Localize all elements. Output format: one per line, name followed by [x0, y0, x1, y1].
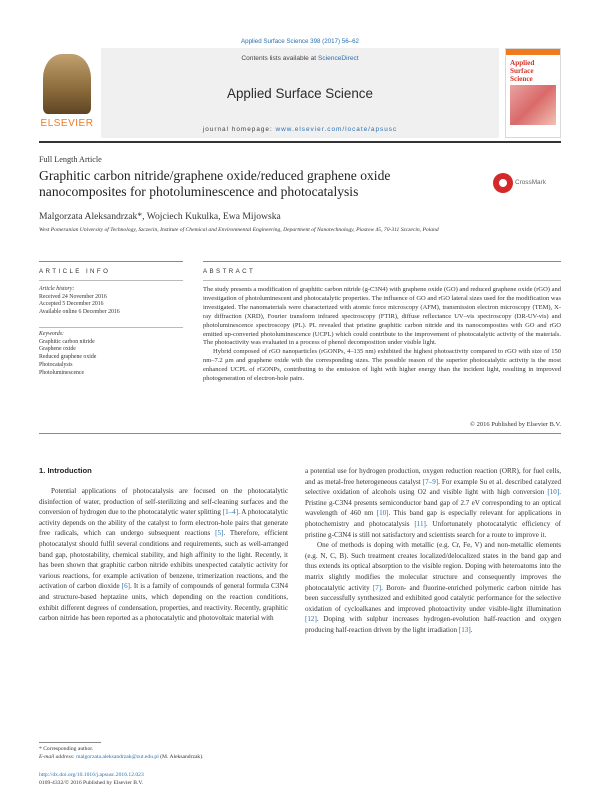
text-run: . For example Su et al. described catalyzed selective oxidation of alcohols using O2 and visible light with high conversion	[305, 477, 561, 497]
text-run: . Pristine g-C3N4 presents semiconductor band gap of 2.7 eV corresponding to an optical wavelength of 460 nm	[305, 488, 561, 518]
journal-header	[39, 48, 561, 139]
body-column-right	[305, 466, 561, 636]
text-run: .	[470, 625, 473, 634]
received-date: Received 24 November 2016	[39, 293, 107, 300]
section-heading-introduction: 1. Introduction	[39, 466, 92, 475]
citation-link[interactable]: [12]	[305, 615, 317, 624]
history-label: Article history:	[39, 286, 75, 292]
crossmark-button[interactable]	[493, 172, 561, 194]
citation-link[interactable]: [7–9]	[422, 477, 439, 486]
cover-artwork	[510, 85, 556, 125]
header-rule	[39, 141, 561, 143]
intro-paragraph-continued	[305, 466, 561, 540]
abstract-end-rule	[39, 433, 561, 434]
sciencedirect-link[interactable]: ScienceDirect	[317, 55, 359, 62]
citation-link[interactable]: [13]	[458, 625, 471, 634]
abstract-paragraph-1: The study presents a modification of graphitic carbon nitride (g-C3N4) with graphene oxide (GO) and reduced graphene oxide (rGO) and investigation of photoluminescent and photocatalytic properties. The influence of GO and rGO lateral sizes used for the modification was investigated. The nanomaterials were characterized with atomic force microscopy (AFM), transmission electron microscopy (TEM), X-ray diffraction (XRD), Fourier transform infrared spectroscopy (FTIR), diffuse reflectance UV–vis spectroscopy (DR-UV-vis) and photoluminescence spectroscopy (PL). PL revealed that pristine graphitic carbon nitride and its nanocomposites with GO and rGO emitted up-converted photoluminescence (UCPL) which could contribute to the improvement of photocatalytic activity of the materials. The photoactivity was evaluated in a process of phenol decomposition under visible light.	[203, 286, 561, 347]
text-run: . This band gap is especially relevant for applications in photochemistry and photocatalysis	[305, 509, 561, 528]
doi-link[interactable]: http://dx.doi.org/10.1016/j.apsusc.2016.12.023	[39, 772, 144, 778]
crossmark-label: CrossMark	[515, 179, 546, 186]
author-list[interactable]: Malgorzata Aleksandrzak*, Wojciech Kukulka, Ewa Mijowska	[39, 211, 281, 222]
keyword-item: Reduced graphene oxide	[39, 354, 97, 361]
crossmark-icon	[493, 173, 513, 193]
elsevier-logo[interactable]	[39, 48, 95, 138]
text-run: . Doping with sulphur increases hydrogen-evolution half-reaction and oxygen producing half-reaction driven by the light irradiation	[305, 615, 561, 634]
contents-line	[101, 55, 499, 62]
email-link[interactable]: malgorzata.aleksandrzak@zut.edu.pl	[76, 754, 159, 760]
article-type: Full Length Article	[39, 155, 102, 164]
keywords-block	[39, 331, 189, 377]
issn-line: 0169-4332/© 2016 Published by Elsevier B.V.	[39, 780, 144, 786]
publisher-logo-text: ELSEVIER	[40, 118, 94, 129]
corresponding-author-note: * Corresponding author.	[39, 746, 94, 752]
article-info-heading: ARTICLE INFO	[39, 268, 111, 275]
body-column-left	[39, 486, 288, 624]
citation-link[interactable]: [11]	[414, 519, 426, 528]
email-line	[39, 753, 299, 761]
homepage-link[interactable]: www.elsevier.com/locate/apsusc	[275, 126, 398, 133]
cover-title: Applied Surface Science	[510, 59, 535, 83]
abstract-body	[203, 286, 561, 384]
article-info-subrule	[39, 280, 183, 281]
citation-link[interactable]: [10]	[547, 488, 560, 497]
intro-paragraph-2	[305, 540, 561, 635]
abstract-copyright: © 2016 Published by Elsevier B.V.	[470, 421, 561, 428]
journal-reference[interactable]: Applied Surface Science 398 (2017) 56–62	[241, 38, 359, 45]
citation-link[interactable]: [10]	[376, 509, 389, 518]
abstract-heading: ABSTRACT	[203, 268, 256, 275]
abstract-rule	[203, 261, 561, 262]
email-label: E-mail address:	[39, 754, 77, 760]
homepage-prefix: journal homepage:	[202, 126, 276, 133]
journal-title[interactable]: Applied Surface Science	[227, 86, 373, 101]
abstract-subrule	[203, 280, 561, 281]
keyword-item: Graphene oxide	[39, 346, 76, 353]
header-box	[101, 48, 499, 138]
text-run: . A photocatalytic activity depends on the ability of the catalyst to form electron-hole pairs that generate free radicals, which can undergo subsequent reactions	[39, 508, 289, 538]
accepted-date: Accepted 5 December 2016	[39, 301, 104, 308]
footnote-rule	[39, 742, 101, 743]
article-info-rule	[39, 261, 183, 262]
article-history	[39, 286, 189, 317]
text-run: a potential use for hydrogen production, oxygen reduction reaction (ORR), for fuel cells, and as metal-free heterogeneous catalyst	[305, 467, 561, 486]
intro-paragraph-1	[39, 486, 288, 624]
citation-link[interactable]: [5]	[215, 529, 224, 538]
keyword-item: Graphitic carbon nitride	[39, 338, 95, 345]
footnote	[39, 745, 299, 761]
text-run: One of methods is doping with metallic (e.g. Cr, Fe, V) and non-metallic elements (e.g. N, C, B). Such treatment creates localized/delocalized states in the band gap and thus extends its optical absorption to the visible region. Doping with heteroatoms into the matrix slightly modifies the molecular structure and consequently improves the photocatalytic activity	[305, 541, 561, 592]
cover-band	[506, 49, 560, 55]
text-run: . It is a family of compounds of general formula C3N4 and structure-based heptazine units, which depending on the reaction conditions, exhibit different degrees of condensation, properties, and reactivity. Recently, graphitic carbon nitride has been reported as a photocatalytic and photovoltaic material with	[39, 582, 288, 623]
abstract-paragraph-2: Hybrid composed of rGO nanoparticles (rGONPs, 4–135 nm) exhibited the highest photoactivity compared to rGO with size of 150 nm–7.2 μm and graphene oxide with the corresponding sizes. The possible reason of the superior photocatalytic activity is the most enhanced UCPL of rGONPs, contributing to the emission of light with higher energy than the incident light, resulting in improved photogeneration of electron-hole pairs.	[203, 348, 561, 383]
keyword-item: Photocatalysis	[39, 361, 73, 368]
citation-link[interactable]: [1–4]	[222, 508, 239, 517]
article-title: Graphitic carbon nitride/graphene oxide/reduced graphene oxide nanocomposites for photoluminescence and photocatalysis	[39, 168, 391, 199]
email-suffix: (M. Aleksandrzak).	[158, 754, 204, 760]
homepage-line	[101, 126, 499, 133]
contents-prefix: Contents lists available at	[241, 55, 318, 62]
citation-link[interactable]: [6]	[121, 582, 131, 591]
journal-cover-image[interactable]	[505, 48, 561, 138]
citation-link[interactable]: [7]	[372, 583, 382, 592]
keywords-label: Keywords:	[39, 331, 64, 337]
keywords-rule	[39, 327, 183, 328]
text-run: Potential applications of photocatalysis are focused on the photocatalytic disinfection of water, production of self-sterilizing and self-cleaning surfaces and the conversion of hydrogen due to the photocatalytic water splitting	[39, 487, 288, 517]
text-run: . Boron- and fluorine-enriched polymeric carbon nitride has been successfully synthesized and exhibited good catalytic performance for the selective oxidation of cycloalkanes and improved photoactivity under visible-light illumination	[305, 583, 561, 613]
affiliation: West Pomeranian University of Technology, Szczecin, Institute of Chemical and Environmental Engineering, Department of Nanotechnology, Piastow 45, 70-311 Szczecin, Poland	[39, 227, 439, 233]
text-run: . Therefore, efficient photocatalyst should fulfil several conditions and requirements, such as well-arranged band gap, photostability, chemical stability, and high affinity to the light. Recently, it has been shown that graphitic carbon nitride exhibits unexpected catalytic activity for various reactions, for example activation of benzene, trimerization reactions, and the activation of carbon dioxide	[39, 529, 288, 591]
text-run: . Unfortunately photocatalytic efficiency of pristine g-C3N4 is still not satisfactory and scientists search for a route to improve it.	[305, 519, 561, 539]
keyword-item: Photoluminescence	[39, 369, 85, 376]
elsevier-tree-icon	[43, 54, 91, 114]
online-date: Available online 6 December 2016	[39, 309, 120, 316]
